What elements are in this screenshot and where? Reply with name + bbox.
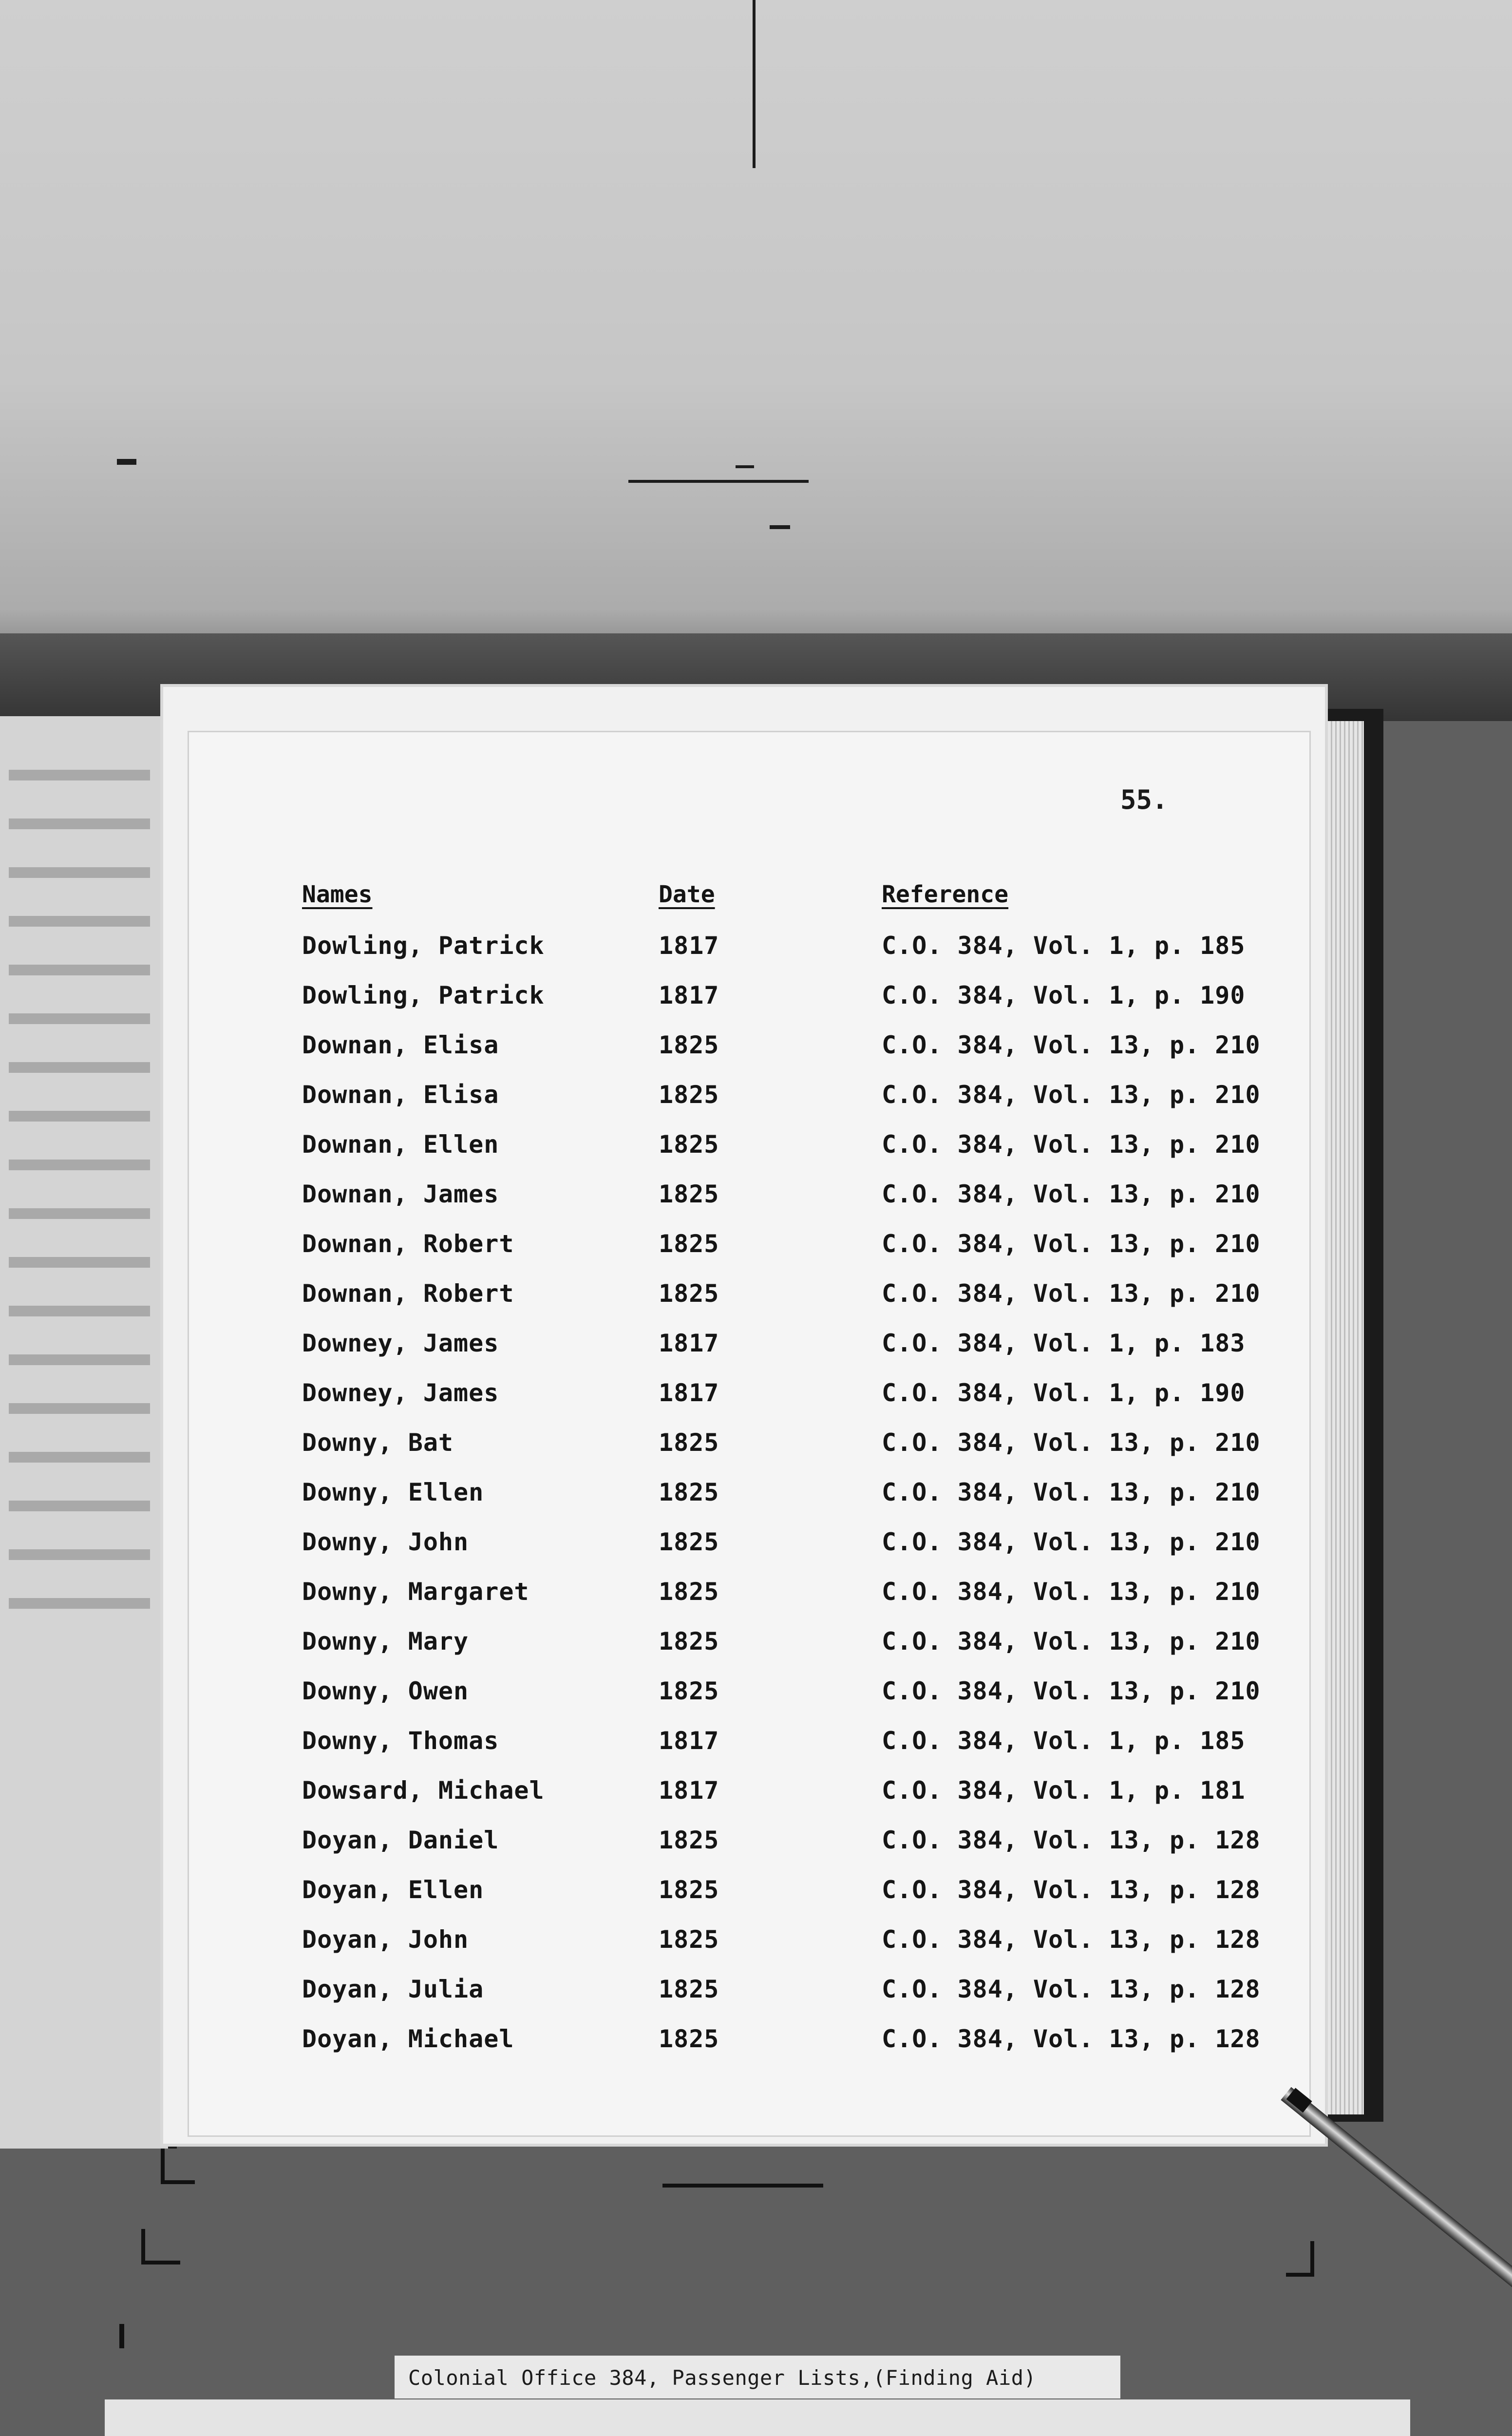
crop-mark	[1286, 2273, 1314, 2277]
entry-name: Downy, Mary	[302, 1627, 469, 1656]
crop-mark	[161, 2180, 195, 2184]
entry-name: Doyan, Julia	[302, 1975, 484, 2003]
entry-date: 1825	[659, 1230, 719, 1258]
bleed-through-text	[9, 770, 150, 780]
table-row	[0, 1578, 1512, 1626]
entry-reference: C.O. 384, Vol. 13, p. 210	[882, 1279, 1261, 1308]
table-row	[0, 1428, 1512, 1477]
entry-name: Dowling, Patrick	[302, 932, 545, 960]
entry-name: Downy, Owen	[302, 1677, 469, 1705]
entry-name: Downy, Thomas	[302, 1727, 499, 1755]
entry-reference: C.O. 384, Vol. 13, p. 210	[882, 1677, 1261, 1705]
table-row	[0, 1826, 1512, 1875]
table-row	[0, 1329, 1512, 1378]
entry-name: Downy, Ellen	[302, 1478, 484, 1506]
entry-name: Downan, Ellen	[302, 1130, 499, 1159]
entry-reference: C.O. 384, Vol. 13, p. 128	[882, 1876, 1261, 1904]
archive-stamp-card	[105, 2399, 1410, 2436]
entry-date: 1817	[659, 981, 719, 1009]
caption-text: Colonial Office 384, Passenger Lists,(Finding Aid)	[408, 2366, 1037, 2390]
backdrop-mark	[117, 459, 136, 465]
entry-date: 1825	[659, 1180, 719, 1208]
entry-date: 1825	[659, 1975, 719, 2003]
table-row	[0, 932, 1512, 980]
entry-name: Dowsard, Michael	[302, 1776, 545, 1805]
pointer-stylus	[1281, 2087, 1512, 2296]
entry-date: 1825	[659, 1031, 719, 1059]
entry-reference: C.O. 384, Vol. 13, p. 210	[882, 1528, 1261, 1556]
bleed-through-text	[9, 867, 150, 878]
entry-name: Doyan, John	[302, 1925, 469, 1954]
entry-reference: C.O. 384, Vol. 13, p. 210	[882, 1230, 1261, 1258]
crop-mark	[662, 2184, 823, 2188]
entry-name: Doyan, Michael	[302, 2025, 514, 2053]
entry-date: 1825	[659, 1279, 719, 1308]
entry-name: Downy, Bat	[302, 1428, 454, 1457]
entry-reference: C.O. 384, Vol. 1, p. 185	[882, 1727, 1246, 1755]
backdrop-mark	[628, 480, 809, 483]
entry-reference: C.O. 384, Vol. 13, p. 210	[882, 1478, 1261, 1506]
entry-name: Downy, Margaret	[302, 1578, 529, 1606]
column-header-names: Names	[302, 881, 373, 908]
entry-date: 1825	[659, 1578, 719, 1606]
entry-date: 1825	[659, 1677, 719, 1705]
entry-name: Downan, Robert	[302, 1279, 514, 1308]
entry-reference: C.O. 384, Vol. 1, p. 190	[882, 981, 1246, 1009]
crop-mark	[141, 2261, 180, 2265]
table-row	[0, 1180, 1512, 1229]
entry-date: 1817	[659, 1379, 719, 1407]
entry-reference: C.O. 384, Vol. 13, p. 210	[882, 1180, 1261, 1208]
entry-date: 1825	[659, 2025, 719, 2053]
entry-name: Downan, Elisa	[302, 1031, 499, 1059]
table-row	[0, 1081, 1512, 1129]
backdrop-mark	[736, 465, 754, 468]
table-row	[0, 1925, 1512, 1974]
entry-reference: C.O. 384, Vol. 13, p. 210	[882, 1130, 1261, 1159]
entry-reference: C.O. 384, Vol. 13, p. 210	[882, 1081, 1261, 1109]
entry-name: Downan, Robert	[302, 1230, 514, 1258]
entry-reference: C.O. 384, Vol. 13, p. 210	[882, 1428, 1261, 1457]
entry-name: Downan, James	[302, 1180, 499, 1208]
entry-reference: C.O. 384, Vol. 13, p. 128	[882, 2025, 1261, 2053]
entry-reference: C.O. 384, Vol. 13, p. 210	[882, 1627, 1261, 1656]
entry-date: 1825	[659, 1627, 719, 1656]
page-number: 55.	[1120, 784, 1168, 815]
table-row	[0, 1677, 1512, 1726]
entry-date: 1825	[659, 1826, 719, 1854]
entry-name: Doyan, Daniel	[302, 1826, 499, 1854]
backdrop-mark	[753, 0, 756, 168]
entry-reference: C.O. 384, Vol. 13, p. 128	[882, 1925, 1261, 1954]
table-row	[0, 1528, 1512, 1577]
entry-date: 1825	[659, 1130, 719, 1159]
entry-date: 1817	[659, 1776, 719, 1805]
entry-date: 1817	[659, 932, 719, 960]
crop-mark	[161, 2149, 165, 2183]
entry-name: Doyan, Ellen	[302, 1876, 484, 1904]
table-row	[0, 981, 1512, 1030]
entry-name: Dowling, Patrick	[302, 981, 545, 1009]
table-row	[0, 1627, 1512, 1676]
entry-reference: C.O. 384, Vol. 1, p. 190	[882, 1379, 1246, 1407]
entry-date: 1825	[659, 1528, 719, 1556]
column-header-date: Date	[659, 881, 715, 908]
table-row	[0, 1876, 1512, 1924]
entry-reference: C.O. 384, Vol. 1, p. 185	[882, 932, 1246, 960]
entry-date: 1817	[659, 1727, 719, 1755]
entry-reference: C.O. 384, Vol. 1, p. 183	[882, 1329, 1246, 1357]
entry-date: 1825	[659, 1478, 719, 1506]
column-header-reference: Reference	[882, 881, 1009, 908]
crop-mark	[141, 2229, 145, 2263]
backdrop-surface	[0, 0, 1512, 633]
table-row	[0, 1031, 1512, 1080]
entry-name: Downy, John	[302, 1528, 469, 1556]
table-row	[0, 1776, 1512, 1825]
entry-reference: C.O. 384, Vol. 13, p. 210	[882, 1031, 1261, 1059]
entry-name: Downey, James	[302, 1329, 499, 1357]
entry-date: 1825	[659, 1925, 719, 1954]
entry-name: Downan, Elisa	[302, 1081, 499, 1109]
table-row	[0, 1230, 1512, 1278]
table-row	[0, 1279, 1512, 1328]
bleed-through-text	[9, 916, 150, 927]
entry-reference: C.O. 384, Vol. 13, p. 210	[882, 1578, 1261, 1606]
entry-date: 1825	[659, 1876, 719, 1904]
table-row	[0, 2025, 1512, 2074]
entry-date: 1825	[659, 1428, 719, 1457]
table-row	[0, 1727, 1512, 1775]
table-row	[0, 1130, 1512, 1179]
entry-date: 1825	[659, 1081, 719, 1109]
crop-mark	[119, 2324, 124, 2348]
crop-mark	[1310, 2241, 1314, 2275]
backdrop-mark	[770, 525, 790, 529]
entry-reference: C.O. 384, Vol. 13, p. 128	[882, 1975, 1261, 2003]
entry-reference: C.O. 384, Vol. 1, p. 181	[882, 1776, 1246, 1805]
table-row	[0, 1975, 1512, 2024]
entry-reference: C.O. 384, Vol. 13, p. 128	[882, 1826, 1261, 1854]
entry-name: Downey, James	[302, 1379, 499, 1407]
table-row	[0, 1478, 1512, 1527]
bleed-through-text	[9, 818, 150, 829]
entry-date: 1817	[659, 1329, 719, 1357]
table-row	[0, 1379, 1512, 1427]
